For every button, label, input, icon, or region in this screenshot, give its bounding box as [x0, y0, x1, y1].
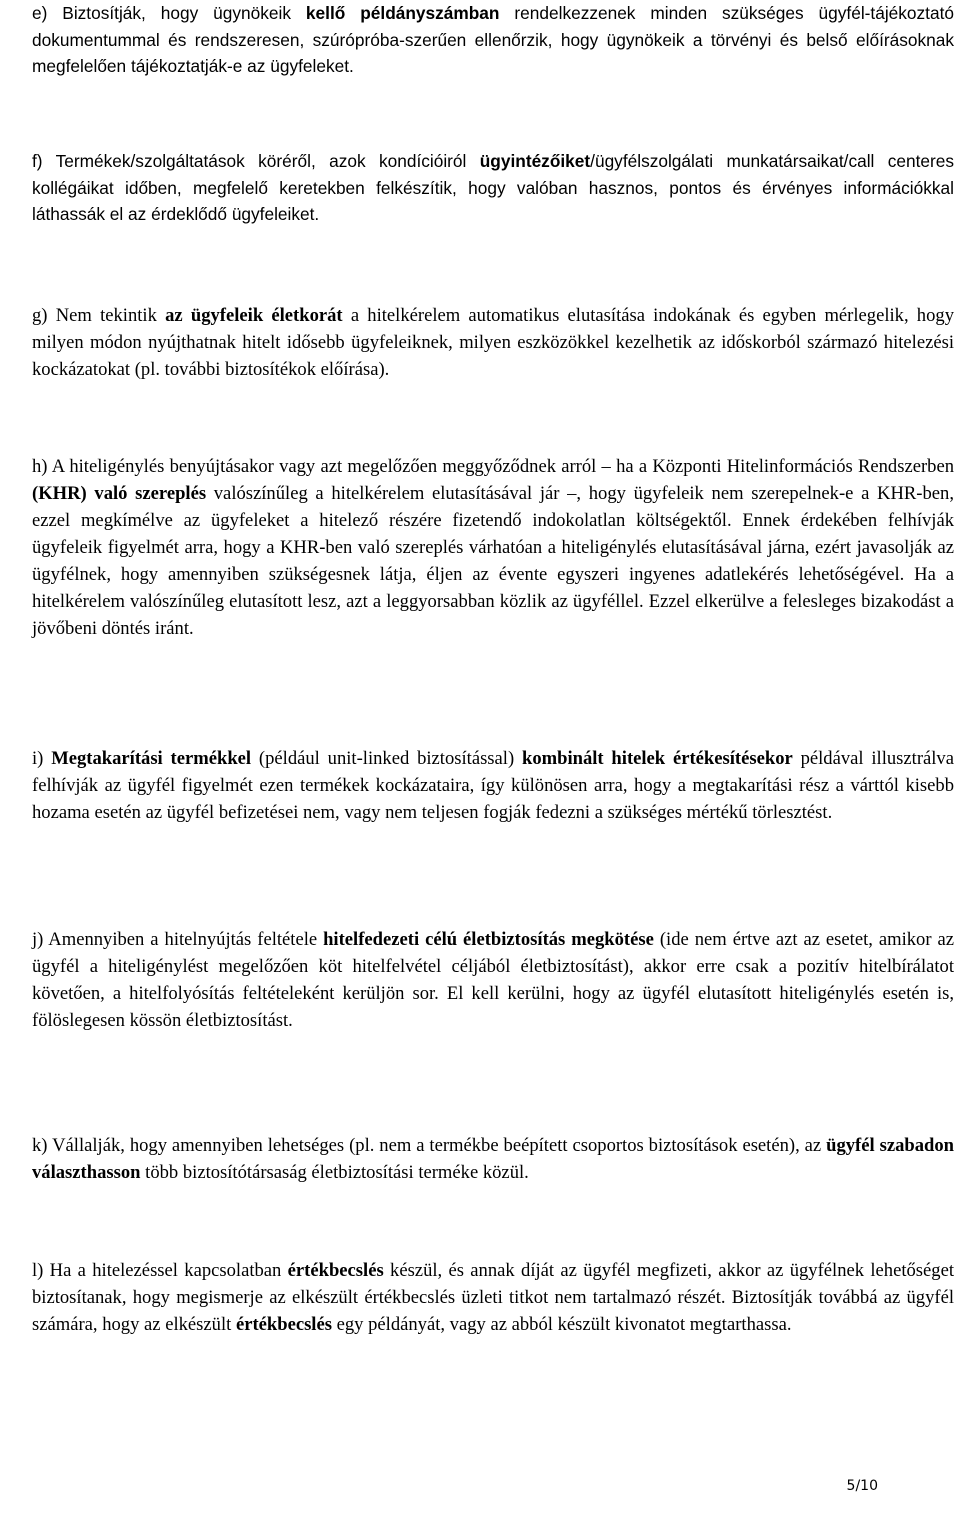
item-label: h) [32, 456, 48, 477]
paragraph-g: g) Nem tekintik az ügyfeleik életkorát a hitelkérelem automatikus elutasítása indokának és egyben mérlegelik, hogy milyen módon nyújthatnak hitelt idősebb ügyfeleiknek, milyen eszközökkel kezelhetik az időskorból származó hitelezési kockázatokat (pl. további biztosítékok előírása). [32, 305, 954, 380]
item-label: f) [32, 151, 43, 171]
item-label: j) [32, 929, 44, 950]
paragraph-e: e) Biztosítják, hogy ügynökeik kellő példányszámban rendelkezzenek minden szükséges ügyfél-tájékoztató dokumentummal és rendszeresen, szúrópróba-szerűen ellenőrzik, hogy ügynökeik a törvényi és belső előírásoknak megfelelően tájékoztatják-e az ügyfeleket. [32, 3, 954, 76]
item-label: i) [32, 748, 44, 769]
paragraph-l: l) Ha a hitelezéssel kapcsolatban értékbecslés készül, és annak díját az ügyfél megfizeti, akkor az ügyfélnek lehetőséget biztosítanak, hogy megismerje az elkészült értékbecslés üzleti titkot nem tartalmazó részét. Biztosítják továbbá az ügyfél számára, hogy az elkészült értékbecslés egy példányát, vagy az abból készült kivonatot megtarthassa. [32, 1260, 955, 1335]
item-label: l) [32, 1260, 44, 1281]
paragraph-f: f) Termékek/szolgáltatások köréről, azok kondícióiról ügyintézőiket/ügyfélszolgálati munkatársaikat/call centeres kollégáikat időben, megfelelő keretekben felkészítik, hogy valóban hasznos, pontos és érvényes információkkal láthassák el az érdeklődő ügyfeleiket. [32, 151, 954, 224]
paragraph-i: i) Megtakarítási termékkel (például unit-linked biztosítással) kombinált hitelek értékesítésekor példával illusztrálva felhívják az ügyfél figyelmét ezen termékek kockázataira, így különösen arra, hogy a megtakarítási rész a várttól kisebb hozama esetén az ügyfél befizetései nem, vagy nem teljesen fogják fedezni a szükséges mértékű törlesztést. [32, 748, 954, 823]
item-label: k) [32, 1135, 48, 1156]
paragraph-k: k) Vállalják, hogy amennyiben lehetséges (pl. nem a termékbe beépített csoportos biztosítások esetén), az ügyfél szabadon választhasson több biztosítótársaság életbiztosítási terméke közül. [32, 1135, 954, 1183]
page-number: 5/10 [846, 1478, 878, 1494]
item-label: e) [32, 3, 48, 23]
item-label: g) [32, 305, 48, 326]
paragraph-h: h) A hiteligénylés benyújtásakor vagy azt megelőzően meggyőződnek arról – ha a Központi Hitelinformációs Rendszerben (KHR) való szereplés valószínűleg a hitelkérelem elutasításával jár –, hogy ügyfeleik nem szerepelnek-e a KHR-ben, ezzel megkímélve az ügyfeleket a hitelező részére fizetendő indokolatlan költségektől. Ennek érdekében felhívják ügyfeleik figyelmét arra, hogy a KHR-ben való szereplés várhatóan a hiteligénylés elutasításával járna, ezért javasolják az ügyfélnek, hogy amennyiben szükségesnek látja, éljen az évente egyszeri ingyenes adatlekérés lehetőségével. Ha a hitelkérelem valószínűleg elutasított lesz, azt a leggyorsabban közlik az ügyféllel. Ezzel elkerülve a felesleges bizakodást a jövőbeni döntés iránt. [32, 456, 954, 639]
paragraph-j: j) Amennyiben a hitelnyújtás feltétele hitelfedezeti célú életbiztosítás megkötése (ide nem értve azt az esetet, amikor az ügyfél a hiteligénylést megelőzően köt hitelfelvétel céljából életbiztosítást), akkor erre csak a pozitív hitelbírálatot követően, a hitelfolyósítás feltételeként kerüljön sor. El kell kerülni, hogy az ügyfél elutasított hiteligénylés esetén is, fölöslegesen kössön életbiztosítást. [32, 929, 954, 1031]
